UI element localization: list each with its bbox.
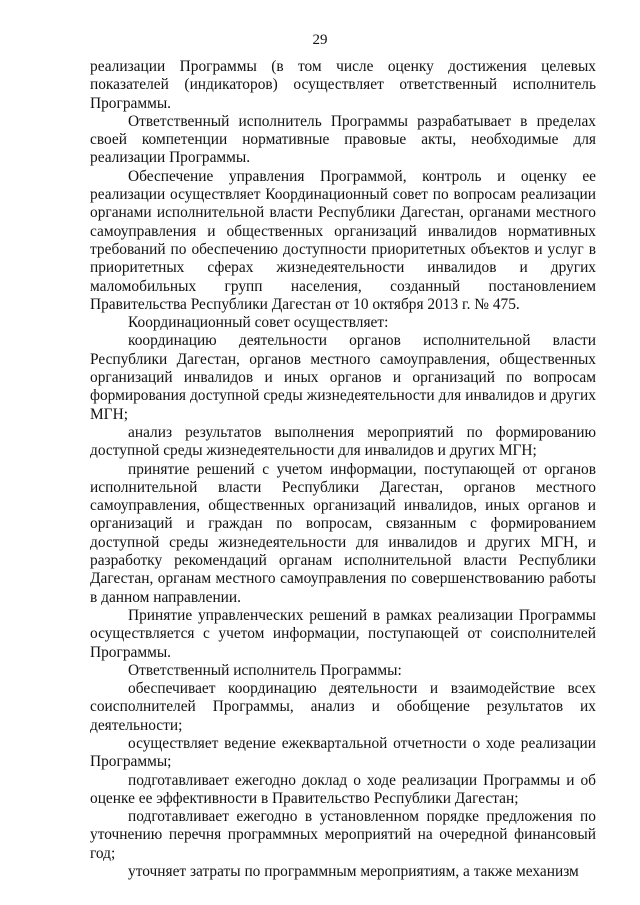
paragraph: Ответственный исполнитель Программы разрабатывает в пределах своей компетенции нормативные правовые акты, необходимые для реализации Программы. <box>90 112 596 167</box>
page-number: 29 <box>312 32 328 48</box>
paragraph: Координационный совет осуществляет: <box>128 314 389 332</box>
paragraph: анализ результатов выполнения мероприятий по формированию доступной среды жизнедеятельности для инвалидов и других МГН; <box>90 423 596 460</box>
paragraph: Принятие управленческих решений в рамках реализации Программы осуществляется с учетом информации, поступающей от соисполнителей Программы. <box>90 606 596 661</box>
paragraph: уточняет затраты по программным мероприятиям, а также механизм <box>128 863 579 881</box>
paragraph: принятие решений с учетом информации, поступающей от органов исполнительной власти Республики Дагестан, органов местного самоуправления, общественных организаций инвалидов, иных органов и организаций и граждан по вопросам, связанным с формированием доступной среды жизнедеятельности для инвалидов и других МГН, и разработку рекомендаций органам исполнительной власти Республики Дагестан, органам местного самоуправления по совершенствованию работы в данном направлении. <box>90 460 596 606</box>
paragraph: подготавливает ежегодно доклад о ходе реализации Программы и об оценке ее эффективности в Правительство Республики Дагестан; <box>90 771 596 807</box>
paragraph: осуществляет ведение ежеквартальной отчетности о ходе реализации Программы; <box>90 734 596 771</box>
paragraph: подготавливает ежегодно в установленном порядке предложения по уточнению перечня программных мероприятий на очередной финансовый год; <box>90 808 596 862</box>
paragraph: обеспечивает координацию деятельности и взаимодействие всех соисполнителей Программы, анализ и обобщение результатов их деятельности; <box>90 680 596 734</box>
body-text <box>90 58 596 881</box>
paragraph: Ответственный исполнитель Программы: <box>128 661 402 679</box>
paragraph: реализации Программы (в том числе оценку достижения целевых показателей (индикаторов) осуществляет ответственный исполнитель Программы. <box>90 58 596 112</box>
paragraph: Обеспечение управления Программой, контроль и оценку ее реализации осуществляет Координационный совет по вопросам реализации органами исполнительной власти Республики Дагестан, органами местного самоуправления и общественных организаций инвалидов нормативных требований по обеспечению доступности приоритетных объектов и услуг в приоритетных сферах жизнедеятельности инвалидов и других маломобильных групп населения, созданный постановлением Правительства Республики Дагестан от 10 октября 2013 г. № 475. <box>90 167 596 313</box>
paragraph: координацию деятельности органов исполнительной власти Республики Дагестан, органов местного самоуправления, общественных организаций инвалидов и иных органов и организаций по вопросам формирования доступной среды жизнедеятельности для инвалидов и других МГН; <box>90 332 596 423</box>
